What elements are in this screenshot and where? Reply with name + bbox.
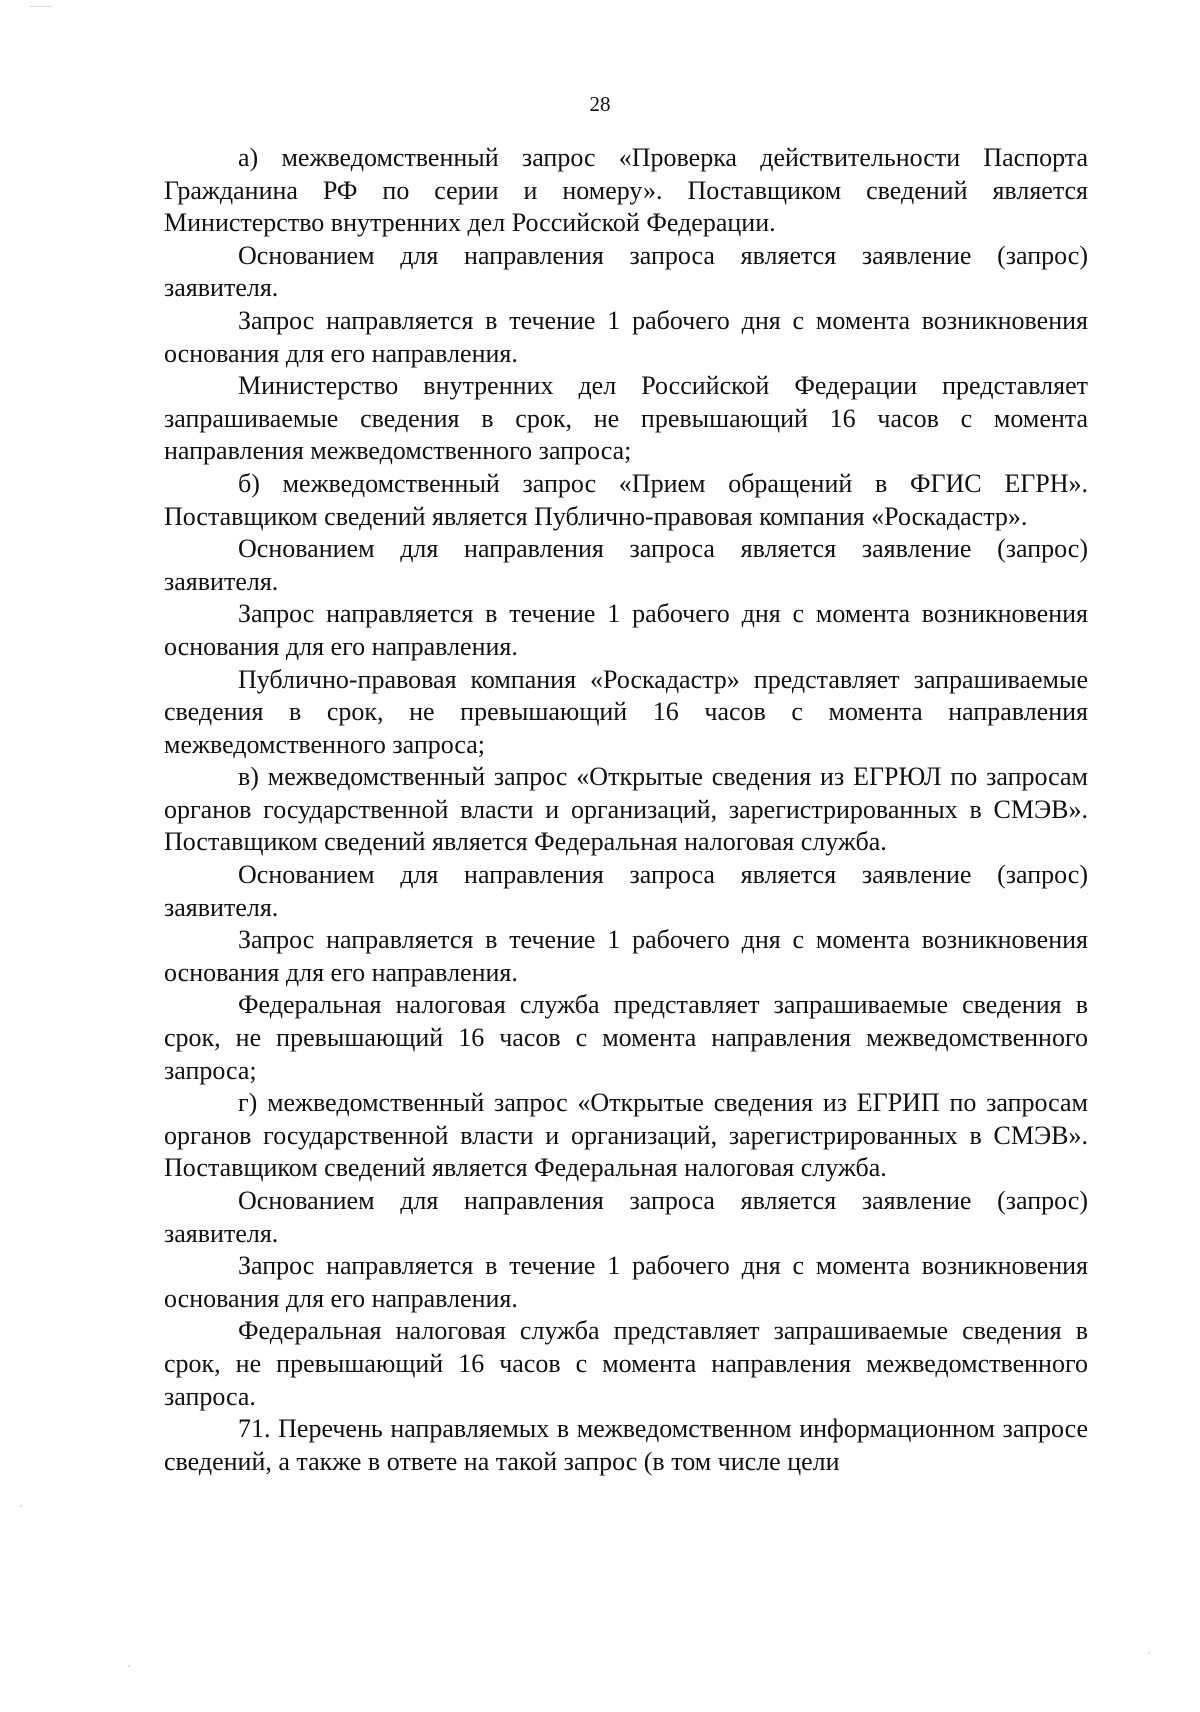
paragraph-basis: Основанием для направления запроса является заявление (запрос) заявителя. xyxy=(164,534,1088,596)
paragraph-deadline: Запрос направляется в течение 1 рабочего дня с момента возникновения основания для его направления. xyxy=(164,305,1088,368)
paragraph-item-v: в) межведомственный запрос «Открытые сведения из ЕГРЮЛ по запросам органов государственной власти и организаций, зарегистрированных в СМЭВ». Поставщиком сведений является Федеральная налоговая служба. xyxy=(164,762,1088,857)
scan-speck xyxy=(1148,1652,1150,1654)
paragraph-item-b: б) межведомственный запрос «Прием обращений в ФГИС ЕГРН». Поставщиком сведений является Публично-правовая компания «Роскадастр». xyxy=(164,468,1088,531)
scan-speck xyxy=(30,6,52,7)
paragraph-item-a: а) межведомственный запрос «Проверка действительности Паспорта Гражданина РФ по серии и номеру». Поставщиком сведений является Министерство внутренних дел Российской Федерации. xyxy=(164,143,1088,238)
paragraph-response-term: Федеральная налоговая служба представляет запрашиваемые сведения в срок, не превышающий 16 часов с момента направления межведомственного запроса. xyxy=(164,1316,1088,1411)
paragraph-deadline: Запрос направляется в течение 1 рабочего дня с момента возникновения основания для его направления. xyxy=(164,925,1088,987)
paragraph-response-term: Федеральная налоговая служба представляет запрашиваемые сведения в срок, не превышающий 16 часов с момента направления межведомственного запроса; xyxy=(164,990,1088,1085)
paragraph-basis: Основанием для направления запроса является заявление (запрос) заявителя. xyxy=(164,1186,1088,1248)
paragraph-deadline: Запрос направляется в течение 1 рабочего дня с момента возникновения основания для его направления. xyxy=(164,1251,1088,1313)
paragraph-basis: Основанием для направления запроса является заявление (запрос) заявителя. xyxy=(164,240,1088,303)
paragraph-response-term: Министерство внутренних дел Российской Федерации представляет запрашиваемые сведения в срок, не превышающий 16 часов с момента направления межведомственного запроса; xyxy=(164,371,1088,466)
paragraph-item-71: 71. Перечень направляемых в межведомственном информационном запросе сведений, а также в ответе на такой запрос (в том числе цели xyxy=(164,1414,1088,1476)
paragraph-item-g: г) межведомственный запрос «Открытые сведения из ЕГРИП по запросам органов государственной власти и организаций, зарегистрированных в СМЭВ». Поставщиком сведений является Федеральная налоговая служба. xyxy=(164,1088,1088,1183)
paragraph-basis: Основанием для направления запроса является заявление (запрос) заявителя. xyxy=(164,860,1088,922)
page-number: 28 xyxy=(589,92,611,116)
scan-speck xyxy=(128,1665,130,1667)
scan-speck xyxy=(20,1505,22,1507)
paragraph-response-term: Публично-правовая компания «Роскадастр» представляет запрашиваемые сведения в срок, не превышающий 16 часов с момента направления межведомственного запроса; xyxy=(164,664,1088,759)
paragraph-deadline: Запрос направляется в течение 1 рабочего дня с момента возникновения основания для его направления. xyxy=(164,599,1088,661)
document-body xyxy=(164,142,1088,1478)
